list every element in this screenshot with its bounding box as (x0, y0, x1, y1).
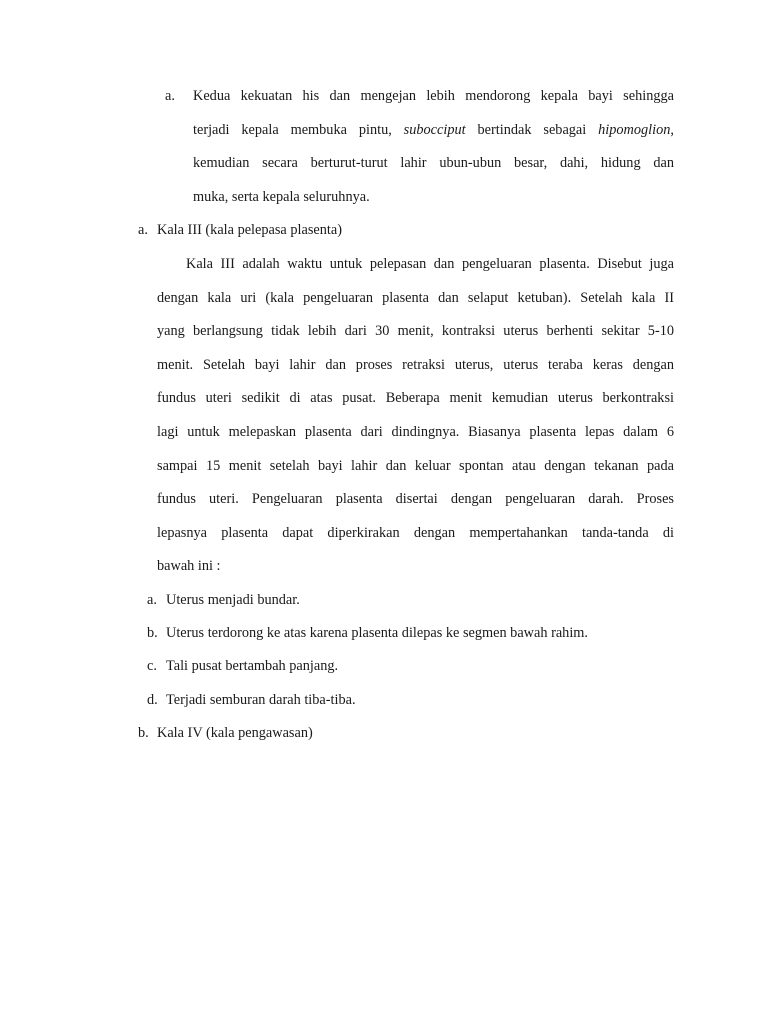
kala3-marker: a. (138, 222, 148, 238)
sign-c-marker: c. (147, 658, 157, 674)
kala3-line-6: lagi untuk melepaskan plasenta dari dindingnya. Biasanya plasenta lepas dalam 6 (157, 423, 674, 440)
intro-line-2-post: , (670, 121, 674, 138)
intro-line-1: Kedua kekuatan his dan mengejan lebih mendorong kepala bayi sehingga (193, 88, 674, 104)
intro-item-paragraph (193, 80, 674, 214)
kala4-marker: b. (138, 725, 149, 741)
kala3-line-7: sampai 15 menit setelah bayi lahir dan keluar spontan atau dengan tekanan pada (157, 457, 674, 474)
kala3-line-3: yang berlangsung tidak lebih dari 30 menit, kontraksi uterus berhenti sekitar 5-10 (157, 323, 674, 340)
sign-d-marker: d. (147, 692, 158, 708)
kala3-line-9: lepasnya plasenta dapat diperkirakan dengan mempertahankan tanda-tanda di (157, 524, 674, 541)
kala3-line-4: menit. Setelah bayi lahir dan proses retraksi uterus, uterus teraba keras dengan (157, 356, 674, 373)
sign-b-marker: b. (147, 625, 158, 641)
kala3-heading: Kala III (kala pelepasa plasenta) (157, 222, 342, 238)
sign-c-text: Tali pusat bertambah panjang. (166, 658, 339, 674)
intro-item-marker: a. (165, 88, 175, 104)
sign-a-text: Uterus menjadi bundar. (166, 592, 300, 608)
sign-a-marker: a. (147, 592, 157, 608)
intro-line-2-text: terjadi kepala membuka pintu, (193, 121, 404, 138)
kala3-line-1: Kala III adalah waktu untuk pelepasan dan pengeluaran plasenta. Disebut juga (186, 256, 674, 272)
kala3-paragraph (157, 248, 674, 584)
intro-line-4: muka, serta kepala seluruhnya. (193, 188, 370, 205)
kala3-line-2: dengan kala uri (kala pengeluaran plasenta dan selaput ketuban). Setelah kala II (157, 289, 674, 306)
kala4-heading: Kala IV (kala pengawasan) (157, 725, 313, 741)
kala3-line-8: fundus uteri. Pengeluaran plasenta disertai dengan pengeluaran darah. Proses (157, 491, 674, 508)
kala3-line-5: fundus uteri sedikit di atas pusat. Beberapa menit kemudian uterus berkontraksi (157, 390, 674, 407)
term-hipomoglion: hipomoglion (598, 121, 671, 138)
sign-b-text: Uterus terdorong ke atas karena plasenta dilepas ke segmen bawah rahim. (166, 625, 588, 641)
term-suboccipu-tail: t (461, 121, 466, 138)
intro-line-2-mid: bertindak sebagai (465, 121, 599, 138)
intro-line-3: kemudian secara berturut-turut lahir ubun-ubun besar, dahi, hidung dan (193, 155, 674, 172)
term-suboccipu: suboccipu (403, 121, 462, 138)
intro-line-2 (193, 114, 674, 148)
sign-d-text: Terjadi semburan darah tiba-tiba. (166, 692, 356, 708)
kala3-line-10: bawah ini : (157, 558, 221, 575)
